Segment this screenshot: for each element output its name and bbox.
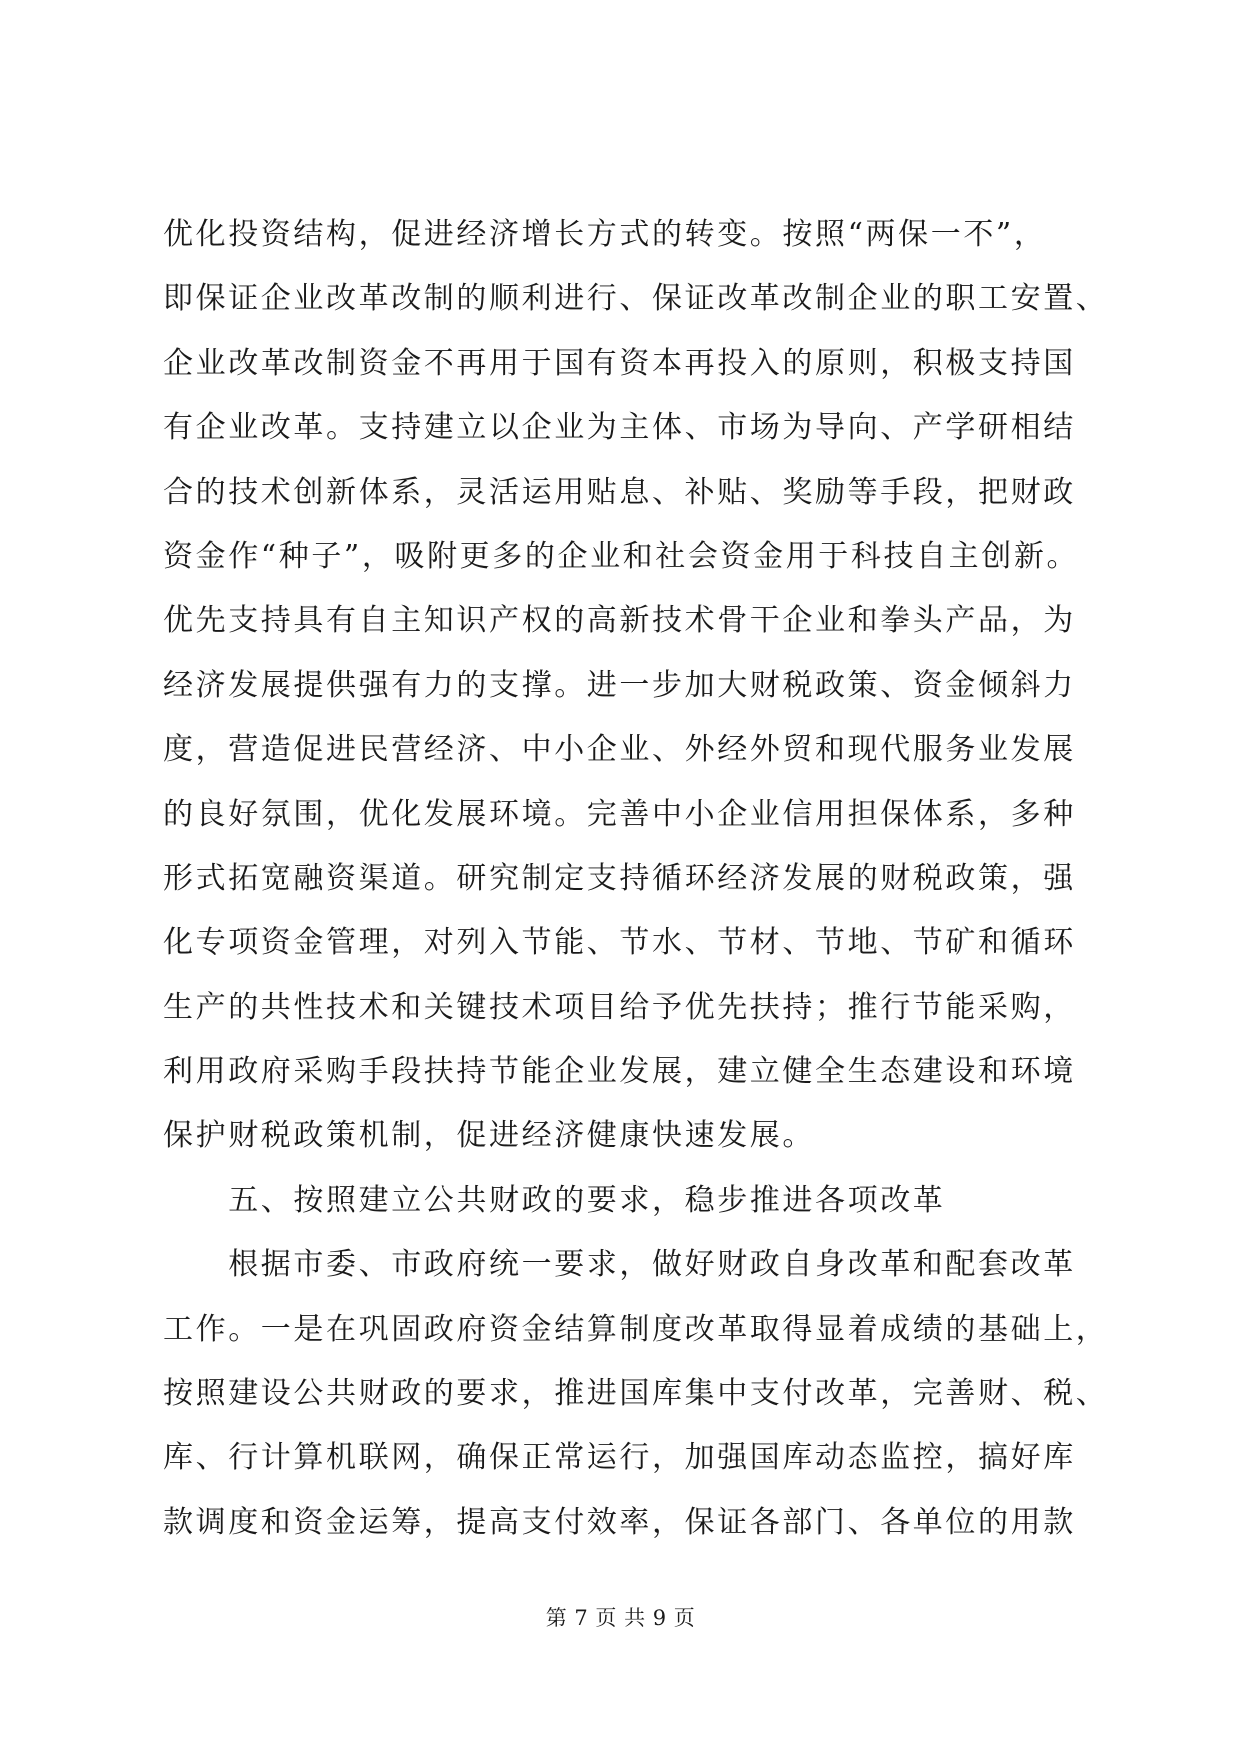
text-line: 的良好氛围，优化发展环境。完善中小企业信用担保体系，多种 bbox=[163, 796, 1076, 832]
text-line: 按照建设公共财政的要求，推进国库集中支付改革，完善财、税、 bbox=[163, 1376, 1109, 1412]
text-line: 利用政府采购手段扶持节能企业发展，建立健全生态建设和环境 bbox=[163, 1054, 1076, 1090]
page-number-footer: 第 7 页 共 9 页 bbox=[545, 1606, 696, 1630]
text-line: 生产的共性技术和关键技术项目给予优先扶持；推行节能采购， bbox=[163, 989, 1076, 1025]
text-line: 企业改革改制资金不再用于国有资本再投入的原则，积极支持国 bbox=[163, 345, 1076, 381]
text-line: 优化投资结构，促进经济增长方式的转变。按照“两保一不”， bbox=[163, 217, 1047, 252]
text-line: 度，营造促进民营经济、中小企业、外经外贸和现代服务业发展 bbox=[163, 732, 1076, 768]
text-line: 优先支持具有自主知识产权的高新技术骨干企业和拳头产品，为 bbox=[163, 603, 1076, 639]
text-line: 保护财税政策机制，促进经济健康快速发展。 bbox=[163, 1118, 815, 1154]
body-text bbox=[163, 203, 1123, 1555]
text-line: 化专项资金管理，对列入节能、节水、节材、节地、节矿和循环 bbox=[163, 925, 1076, 961]
text-line: 资金作“种子”，吸附更多的企业和社会资金用于科技自主创新。 bbox=[163, 538, 1080, 574]
text-line: 款调度和资金运筹，提高支付效率，保证各部门、各单位的用款 bbox=[163, 1504, 1076, 1540]
text-line: 形式拓宽融资渠道。研究制定支持循环经济发展的财税政策，强 bbox=[163, 860, 1076, 896]
text-line: 工作。一是在巩固政府资金结算制度改革取得显着成绩的基础上， bbox=[163, 1311, 1109, 1347]
text-line: 根据市委、市政府统一要求，做好财政自身改革和配套改革 bbox=[163, 1247, 1076, 1283]
text-line: 经济发展提供强有力的支撑。进一步加大财税政策、资金倾斜力 bbox=[163, 667, 1076, 703]
text-line: 库、行计算机联网，确保正常运行，加强国库动态监控，搞好库 bbox=[163, 1440, 1076, 1476]
section-heading: 五、按照建立公共财政的要求，稳步推进各项改革 bbox=[163, 1182, 946, 1218]
text-line: 合的技术创新体系，灵活运用贴息、补贴、奖励等手段，把财政 bbox=[163, 474, 1076, 510]
text-line: 即保证企业改革改制的顺利进行、保证改革改制企业的职工安置、 bbox=[163, 281, 1109, 317]
text-line: 有企业改革。支持建立以企业为主体、市场为导向、产学研相结 bbox=[163, 410, 1076, 446]
